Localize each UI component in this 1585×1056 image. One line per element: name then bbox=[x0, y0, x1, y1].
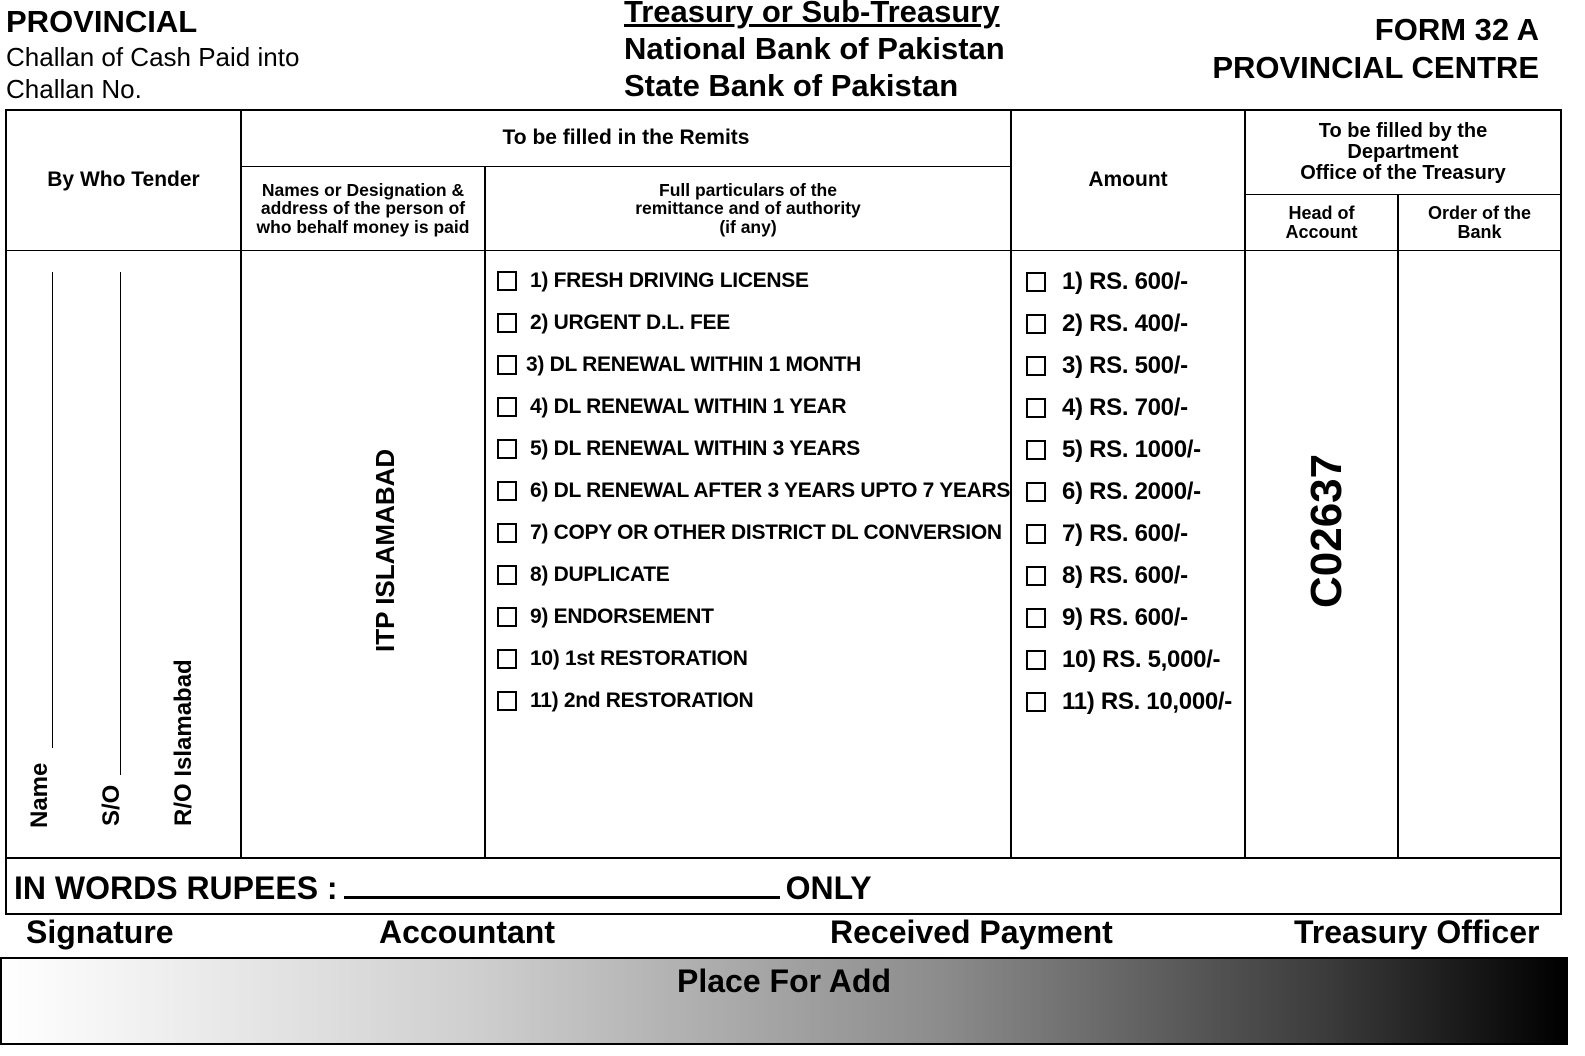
name-write-line[interactable] bbox=[52, 272, 53, 748]
dept-header-line-1: To be filled by the bbox=[1318, 120, 1488, 142]
amount-label: 5) RS. 1000/- bbox=[1062, 436, 1201, 463]
checkbox[interactable] bbox=[1026, 650, 1046, 670]
item-label: 9) ENDORSEMENT bbox=[530, 605, 714, 628]
received-payment-label: Received Payment bbox=[830, 914, 1113, 950]
col-particulars-line-2: remittance and of authority bbox=[635, 198, 861, 219]
treasury-officer-label: Treasury Officer bbox=[1294, 914, 1540, 950]
list-item[interactable] bbox=[1026, 520, 1188, 548]
list-item[interactable] bbox=[497, 311, 730, 335]
remits-header: To be filled in the Remits bbox=[502, 126, 750, 150]
list-item[interactable] bbox=[497, 353, 861, 377]
words-input-line[interactable] bbox=[344, 868, 780, 899]
checkbox[interactable] bbox=[497, 691, 517, 711]
amount-label: 10) RS. 5,000/- bbox=[1062, 646, 1221, 673]
list-item[interactable] bbox=[1026, 394, 1188, 422]
amount-label: 2) RS. 400/- bbox=[1062, 310, 1188, 337]
dept-header-line-3: Office of the Treasury bbox=[1300, 162, 1506, 184]
provincial-title: PROVINCIAL bbox=[6, 4, 198, 39]
item-label: 11) 2nd RESTORATION bbox=[530, 689, 754, 712]
item-label: 3) DL RENEWAL WITHIN 1 MONTH bbox=[526, 353, 861, 376]
nbp-heading: National Bank of Pakistan bbox=[624, 31, 1005, 66]
list-item[interactable] bbox=[1026, 562, 1188, 590]
list-item[interactable] bbox=[497, 689, 753, 713]
item-label: 10) 1st RESTORATION bbox=[530, 647, 748, 670]
amount-label: 11) RS. 10,000/- bbox=[1062, 688, 1232, 715]
col-particulars-header bbox=[486, 167, 1010, 250]
checkbox[interactable] bbox=[497, 271, 517, 291]
amount-label: 4) RS. 700/- bbox=[1062, 394, 1188, 421]
checkbox[interactable] bbox=[497, 355, 517, 375]
list-item[interactable] bbox=[497, 605, 714, 629]
checkbox[interactable] bbox=[497, 649, 517, 669]
checkbox[interactable] bbox=[497, 607, 517, 627]
list-item[interactable] bbox=[497, 479, 1010, 503]
checkbox[interactable] bbox=[497, 439, 517, 459]
form-number: FORM 32 A bbox=[1374, 12, 1539, 47]
list-item[interactable] bbox=[1026, 268, 1188, 296]
col-names-header bbox=[242, 167, 484, 250]
col-head-line-2: Account bbox=[1285, 221, 1358, 242]
body-bottom-border bbox=[5, 857, 1562, 859]
col-particulars-line-1: Full particulars of the bbox=[659, 179, 837, 200]
col-names-line-2: address of the person of bbox=[260, 198, 466, 219]
list-item[interactable] bbox=[1026, 310, 1188, 338]
dept-header bbox=[1246, 111, 1560, 194]
treasury-heading: Treasury or Sub-Treasury bbox=[624, 0, 1000, 29]
payee-name: ITP ISLAMABAD bbox=[370, 448, 400, 652]
item-label: 6) DL RENEWAL AFTER 3 YEARS UPTO 7 YEARS bbox=[530, 479, 1011, 502]
checkbox[interactable] bbox=[497, 565, 517, 585]
list-item[interactable] bbox=[497, 521, 1002, 545]
col-order-line-2: Bank bbox=[1457, 221, 1502, 242]
list-item[interactable] bbox=[1026, 436, 1201, 464]
checkbox[interactable] bbox=[1026, 566, 1046, 586]
item-label: 2) URGENT D.L. FEE bbox=[530, 311, 730, 334]
checkbox[interactable] bbox=[497, 313, 517, 333]
item-label: 4) DL RENEWAL WITHIN 1 YEAR bbox=[530, 395, 847, 418]
amount-label: 9) RS. 600/- bbox=[1062, 604, 1188, 631]
col-divider-5 bbox=[1397, 194, 1399, 859]
challan-number-label: Challan No. bbox=[6, 74, 142, 104]
signature-label: Signature bbox=[26, 914, 174, 950]
col-names-line-1: Names or Designation & bbox=[261, 179, 465, 200]
checkbox[interactable] bbox=[1026, 398, 1046, 418]
amount-label: 3) RS. 500/- bbox=[1062, 352, 1188, 379]
table-right-border bbox=[1560, 109, 1562, 915]
list-item[interactable] bbox=[497, 563, 670, 587]
sbp-heading: State Bank of Pakistan bbox=[624, 68, 959, 103]
amount-label: 6) RS. 2000/- bbox=[1062, 478, 1201, 505]
checkbox[interactable] bbox=[497, 481, 517, 501]
ro-islamabad-label: R/O Islamabad bbox=[170, 659, 197, 826]
col-head-line-1: Head of bbox=[1288, 202, 1355, 223]
checkbox[interactable] bbox=[497, 397, 517, 417]
words-prefix: IN WORDS RUPEES : bbox=[14, 870, 338, 906]
list-item[interactable] bbox=[1026, 478, 1201, 506]
words-suffix: ONLY bbox=[785, 870, 872, 906]
list-item[interactable] bbox=[1026, 352, 1188, 380]
col-tender-header: By Who Tender bbox=[47, 168, 200, 192]
accountant-label: Accountant bbox=[379, 914, 555, 950]
so-write-line[interactable] bbox=[120, 272, 121, 775]
col-divider-2 bbox=[484, 166, 486, 859]
list-item[interactable] bbox=[497, 395, 846, 419]
list-item[interactable] bbox=[1026, 688, 1232, 716]
challan-subtitle: Challan of Cash Paid into bbox=[6, 42, 300, 72]
col-order-line-1: Order of the bbox=[1427, 202, 1531, 223]
item-label: 1) FRESH DRIVING LICENSE bbox=[530, 269, 809, 292]
amount-label: 1) RS. 600/- bbox=[1062, 268, 1188, 295]
col-names-line-3: who behalf money is paid bbox=[256, 216, 470, 237]
col-order-bank-header bbox=[1399, 195, 1560, 250]
checkbox[interactable] bbox=[497, 523, 517, 543]
ad-placeholder bbox=[0, 957, 1568, 1045]
checkbox[interactable] bbox=[1026, 608, 1046, 628]
checkbox[interactable] bbox=[1026, 272, 1046, 292]
amount-in-words bbox=[14, 868, 872, 907]
list-item[interactable] bbox=[497, 647, 748, 671]
col-head-account-header bbox=[1246, 195, 1397, 250]
item-label: 8) DUPLICATE bbox=[530, 563, 670, 586]
item-label: 7) COPY OR OTHER DISTRICT DL CONVERSION bbox=[530, 521, 1002, 544]
col-particulars-line-3: (if any) bbox=[719, 216, 777, 237]
checkbox[interactable] bbox=[1026, 482, 1046, 502]
list-item[interactable] bbox=[497, 269, 809, 293]
name-label: Name bbox=[26, 762, 53, 828]
ad-text: Place For Add bbox=[677, 963, 891, 999]
item-label: 5) DL RENEWAL WITHIN 3 YEARS bbox=[530, 437, 860, 460]
dept-header-line-2: Department bbox=[1347, 141, 1459, 163]
head-of-account-code: C02637 bbox=[1302, 453, 1351, 608]
amount-label: 7) RS. 600/- bbox=[1062, 520, 1188, 547]
checkbox[interactable] bbox=[1026, 692, 1046, 712]
list-item[interactable] bbox=[1026, 646, 1220, 674]
checkbox[interactable] bbox=[1026, 314, 1046, 334]
list-item[interactable] bbox=[497, 437, 860, 461]
checkbox[interactable] bbox=[1026, 524, 1046, 544]
col-amount-header: Amount bbox=[1088, 168, 1168, 192]
checkbox[interactable] bbox=[1026, 356, 1046, 376]
header-bottom-border bbox=[5, 250, 1562, 251]
centre-label: PROVINCIAL CENTRE bbox=[1212, 50, 1539, 85]
list-item[interactable] bbox=[1026, 604, 1188, 632]
so-label: S/O bbox=[98, 784, 125, 826]
amount-label: 8) RS. 600/- bbox=[1062, 562, 1188, 589]
checkbox[interactable] bbox=[1026, 440, 1046, 460]
